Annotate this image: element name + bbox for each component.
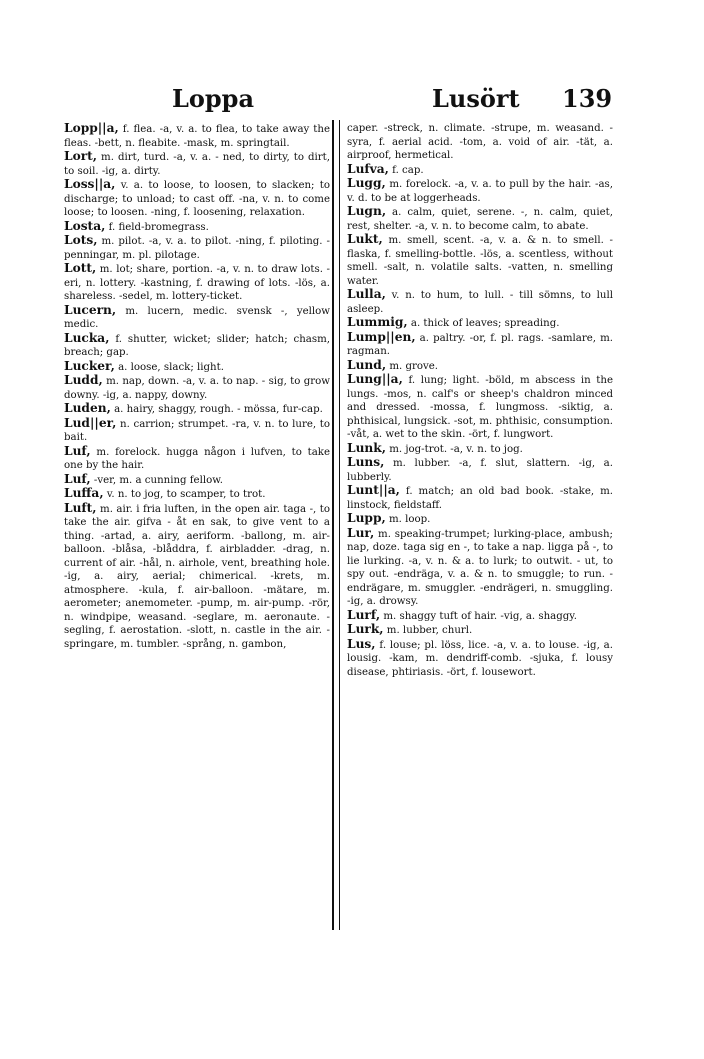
entry-definition: v. n. to hum, to lull. - till sömns, to lull asleep. — [347, 290, 613, 315]
entry-headword: Lus, — [347, 636, 376, 651]
entry-headword: Losta, — [64, 218, 106, 233]
dictionary-entry — [347, 205, 613, 233]
entry-headword: Luft, — [64, 500, 97, 515]
entry-headword: Luffa, — [64, 486, 104, 500]
entry-headword: Lunk, — [347, 440, 386, 455]
entry-definition: f. shutter, wicket; slider; hatch; chasm, breach; gap. — [64, 333, 331, 358]
dictionary-entry — [347, 359, 613, 374]
entry-definition: m. grove. — [389, 360, 438, 372]
dictionary-entry — [64, 360, 330, 375]
entry-headword: Lots, — [64, 233, 98, 247]
entry-definition: m. loop. — [388, 514, 431, 525]
dictionary-entry — [64, 220, 330, 235]
entry-headword: Lucker, — [64, 358, 115, 373]
entry-headword: Lucka, — [64, 330, 110, 345]
dictionary-entry — [347, 163, 613, 178]
dictionary-entry — [64, 374, 330, 402]
dictionary-entry — [64, 445, 330, 473]
entry-definition: m. forelock. hugga någon i lufven, to take one by the hair. — [64, 446, 331, 471]
entry-definition: m. shaggy tuft of hair. -vig, a. shaggy. — [383, 610, 577, 622]
column-divider-thin — [339, 120, 340, 930]
entry-definition: f. cap. — [392, 164, 424, 176]
column-divider-thick — [332, 120, 334, 930]
dictionary-entry — [347, 331, 613, 359]
entry-headword: Lurk, — [347, 622, 384, 636]
dictionary-entry — [347, 609, 613, 624]
entry-definition: f. flea. -a, v. a. to flea, to take away the fleas. -bett, n. fleabite. -mask, m. springtail. — [64, 124, 330, 149]
dictionary-entry — [347, 288, 613, 316]
dictionary-entry — [347, 373, 613, 442]
entry-headword: Lur, — [347, 525, 375, 540]
entry-headword: Lott, — [64, 261, 97, 275]
dictionary-entry — [347, 527, 613, 609]
entry-headword: Lucern, — [64, 302, 117, 317]
dictionary-entry — [347, 233, 613, 288]
entry-headword: Lummig, — [347, 315, 408, 329]
dictionary-entry — [64, 262, 330, 304]
entry-definition: m. smell, scent. -a, v. a. & n. to smell. -flaska, f. smelling-bottle. -lös, a. scentless, without smell. -salt, n. volatile salts. -vatten, n. smelling water. — [347, 235, 613, 287]
dictionary-entry — [64, 150, 330, 178]
left-column — [64, 122, 330, 651]
entry-headword: Lukt, — [347, 232, 383, 246]
dictionary-entry — [64, 122, 330, 150]
entry-headword: Lopp||a, — [64, 121, 119, 135]
dictionary-entry — [64, 332, 330, 360]
entry-definition: m. lucern, medic. svensk -, yellow medic. — [64, 305, 330, 330]
page-number: 139 — [562, 84, 613, 113]
entry-headword: Lupp, — [347, 511, 386, 525]
dictionary-entry — [64, 178, 330, 220]
entry-definition: m. air. i fria luften, in the open air. taga -, to take the air. gifva - åt en sak, to give vent to a thing. -artad, a. airy, aeriform. -ballong, m. air-balloon. -blåsa, -blåddra, f. airbladder. -drag, n. current of air. -hål, n. airhole, vent, breathing hole. -ig, a. airy, aerial; chimerical. -krets, m. atmosphere. -kula, f. air-balloon. -mätare, m. aerometer; anemometer. -pump, m. air-pump. -rör, n. windpipe, weasand. -seglare, m. aeronaute. -segling, f. aerostation. -slott, n. castle in the air. -springare, m. tumbler. -språng, n. gambon, — [64, 503, 330, 650]
dictionary-entry — [64, 417, 330, 445]
entry-definition: m. lot; share, portion. -a, v. n. to draw lots. -eri, n. lottery. -kastning, f. drawing of lots. -lös, a. shareless. -sedel, m. lottery-ticket. — [64, 264, 330, 302]
entry-definition: m. lubber. -a, f. slut, slattern. -ig, a. lubberly. — [347, 458, 613, 483]
dictionary-entry — [64, 402, 330, 417]
entry-headword: Luden, — [64, 401, 111, 415]
entry-definition: n. carrion; strumpet. -ra, v. n. to lure, to bait. — [64, 418, 330, 443]
entry-headword: Lunt||a, — [347, 483, 400, 497]
entry-definition: a. thick of leaves; spreading. — [410, 318, 560, 329]
dictionary-entry — [64, 304, 330, 332]
entry-headword: Ludd, — [64, 373, 103, 387]
dictionary-entry — [347, 512, 613, 527]
dictionary-entry — [347, 122, 613, 163]
dictionary-entry — [347, 456, 613, 484]
dictionary-entry — [347, 484, 613, 512]
page-header — [0, 84, 704, 124]
right-column — [347, 122, 613, 679]
dictionary-entry — [347, 177, 613, 205]
entry-definition: v. n. to jog, to scamper, to trot. — [106, 489, 266, 500]
dictionary-entry — [347, 623, 613, 638]
dictionary-entry — [64, 487, 330, 502]
dictionary-entry — [347, 638, 613, 680]
entry-definition: m. dirt, turd. -a, v. a. - ned, to dirty, to dirt, to soil. -ig, a. dirty. — [64, 152, 330, 177]
entry-headword: Luf, — [64, 471, 91, 486]
dictionary-entry — [347, 316, 613, 331]
entry-definition: m. forelock. -a, v. a. to pull by the hair. -as, v. d. to be at loggerheads. — [347, 179, 614, 204]
entry-definition: m. nap, down. -a, v. a. to nap. - sig, to grow downy. -ig, a. nappy, downy. — [64, 376, 330, 401]
entry-definition: a. calm, quiet, serene. -, n. calm, quiet, rest, shelter. -a, v. n. to become calm, to abate. — [347, 207, 613, 232]
entry-definition: caper. -streck, n. climate. -strupe, m. weasand. -syra, f. aerial acid. -tom, a. void of air. -tät, a. airproof, hermetical. — [347, 123, 613, 161]
entry-headword: Lort, — [64, 149, 97, 163]
entry-headword: Lugn, — [347, 204, 387, 218]
entry-definition: f. louse; pl. löss, lice. -a, v. a. to louse. -ig, a. lousig. -kam, m. dendriff-comb. -sjuka, f. lousy disease, phtiriasis. -ört, f. lousewort. — [347, 639, 613, 678]
dictionary-entry — [64, 502, 330, 652]
entry-definition: v. a. to loose, to loosen, to slacken; to discharge; to unload; to cast off. -na, v. n. to come loose; to loosen. -ning, f. loosening, relaxation. — [64, 180, 330, 218]
right-running-headword: Lusört — [432, 84, 520, 113]
entry-definition: f. field-bromegrass. — [108, 221, 209, 233]
entry-definition: m. jog-trot. -a, v. n. to jog. — [389, 443, 523, 455]
entry-headword: Lurf, — [347, 607, 381, 622]
entry-headword: Lulla, — [347, 287, 386, 301]
left-running-headword: Loppa — [172, 84, 254, 113]
entry-headword: Lud||er, — [64, 415, 117, 430]
entry-headword: Luns, — [347, 455, 385, 469]
entry-headword: Lump||en, — [347, 329, 416, 344]
entry-definition: m. lubber, churl. — [386, 625, 473, 636]
dictionary-entry — [347, 442, 613, 457]
entry-definition: m. pilot. -a, v. a. to pilot. -ning, f. piloting. -penningar, m. pl. pilotage. — [64, 236, 330, 261]
entry-headword: Lugg, — [347, 176, 386, 190]
dictionary-entry — [64, 234, 330, 262]
entry-definition: a. loose, slack; light. — [118, 361, 224, 373]
entry-headword: Lung||a, — [347, 372, 403, 386]
entry-headword: Loss||a, — [64, 177, 116, 191]
entry-definition: -ver, m. a cunning fellow. — [93, 474, 223, 486]
entry-definition: f. lung; light. -böld, m abscess in the lungs. -mos, n. calf's or sheep's chaldron minced and dressed. -mossa, f. lungmoss. -siktig, a. phthisical, lungsick. -sot, m. phthisic, consumption. -våt, a. wet to the skin. -ört, f. lungwort. — [347, 375, 613, 440]
dictionary-entry — [64, 473, 330, 488]
entry-headword: Lufva, — [347, 161, 389, 176]
entry-definition: a. paltry. -or, f. pl. rags. -samlare, m. ragman. — [347, 332, 613, 357]
entry-definition: m. speaking-trumpet; lurking-place, ambush; nap, doze. taga sig en -, to take a nap. ligga på -, to lie lurking. -a, v. n. & a. to lurk; to outwit. - ut, to spy out. -endräga, v. a. & n. to smuggle; to run. -endrägare, m. smuggler. -endrägeri, n. smuggling. -ig, a. drowsy. — [347, 528, 613, 607]
entry-definition: f. match; an old bad book. -stake, m. linstock, fieldstaff. — [347, 486, 613, 511]
entry-headword: Luf, — [64, 443, 91, 458]
entry-headword: Lund, — [347, 357, 387, 372]
entry-definition: a. hairy, shaggy, rough. - mössa, fur-cap. — [114, 404, 323, 415]
